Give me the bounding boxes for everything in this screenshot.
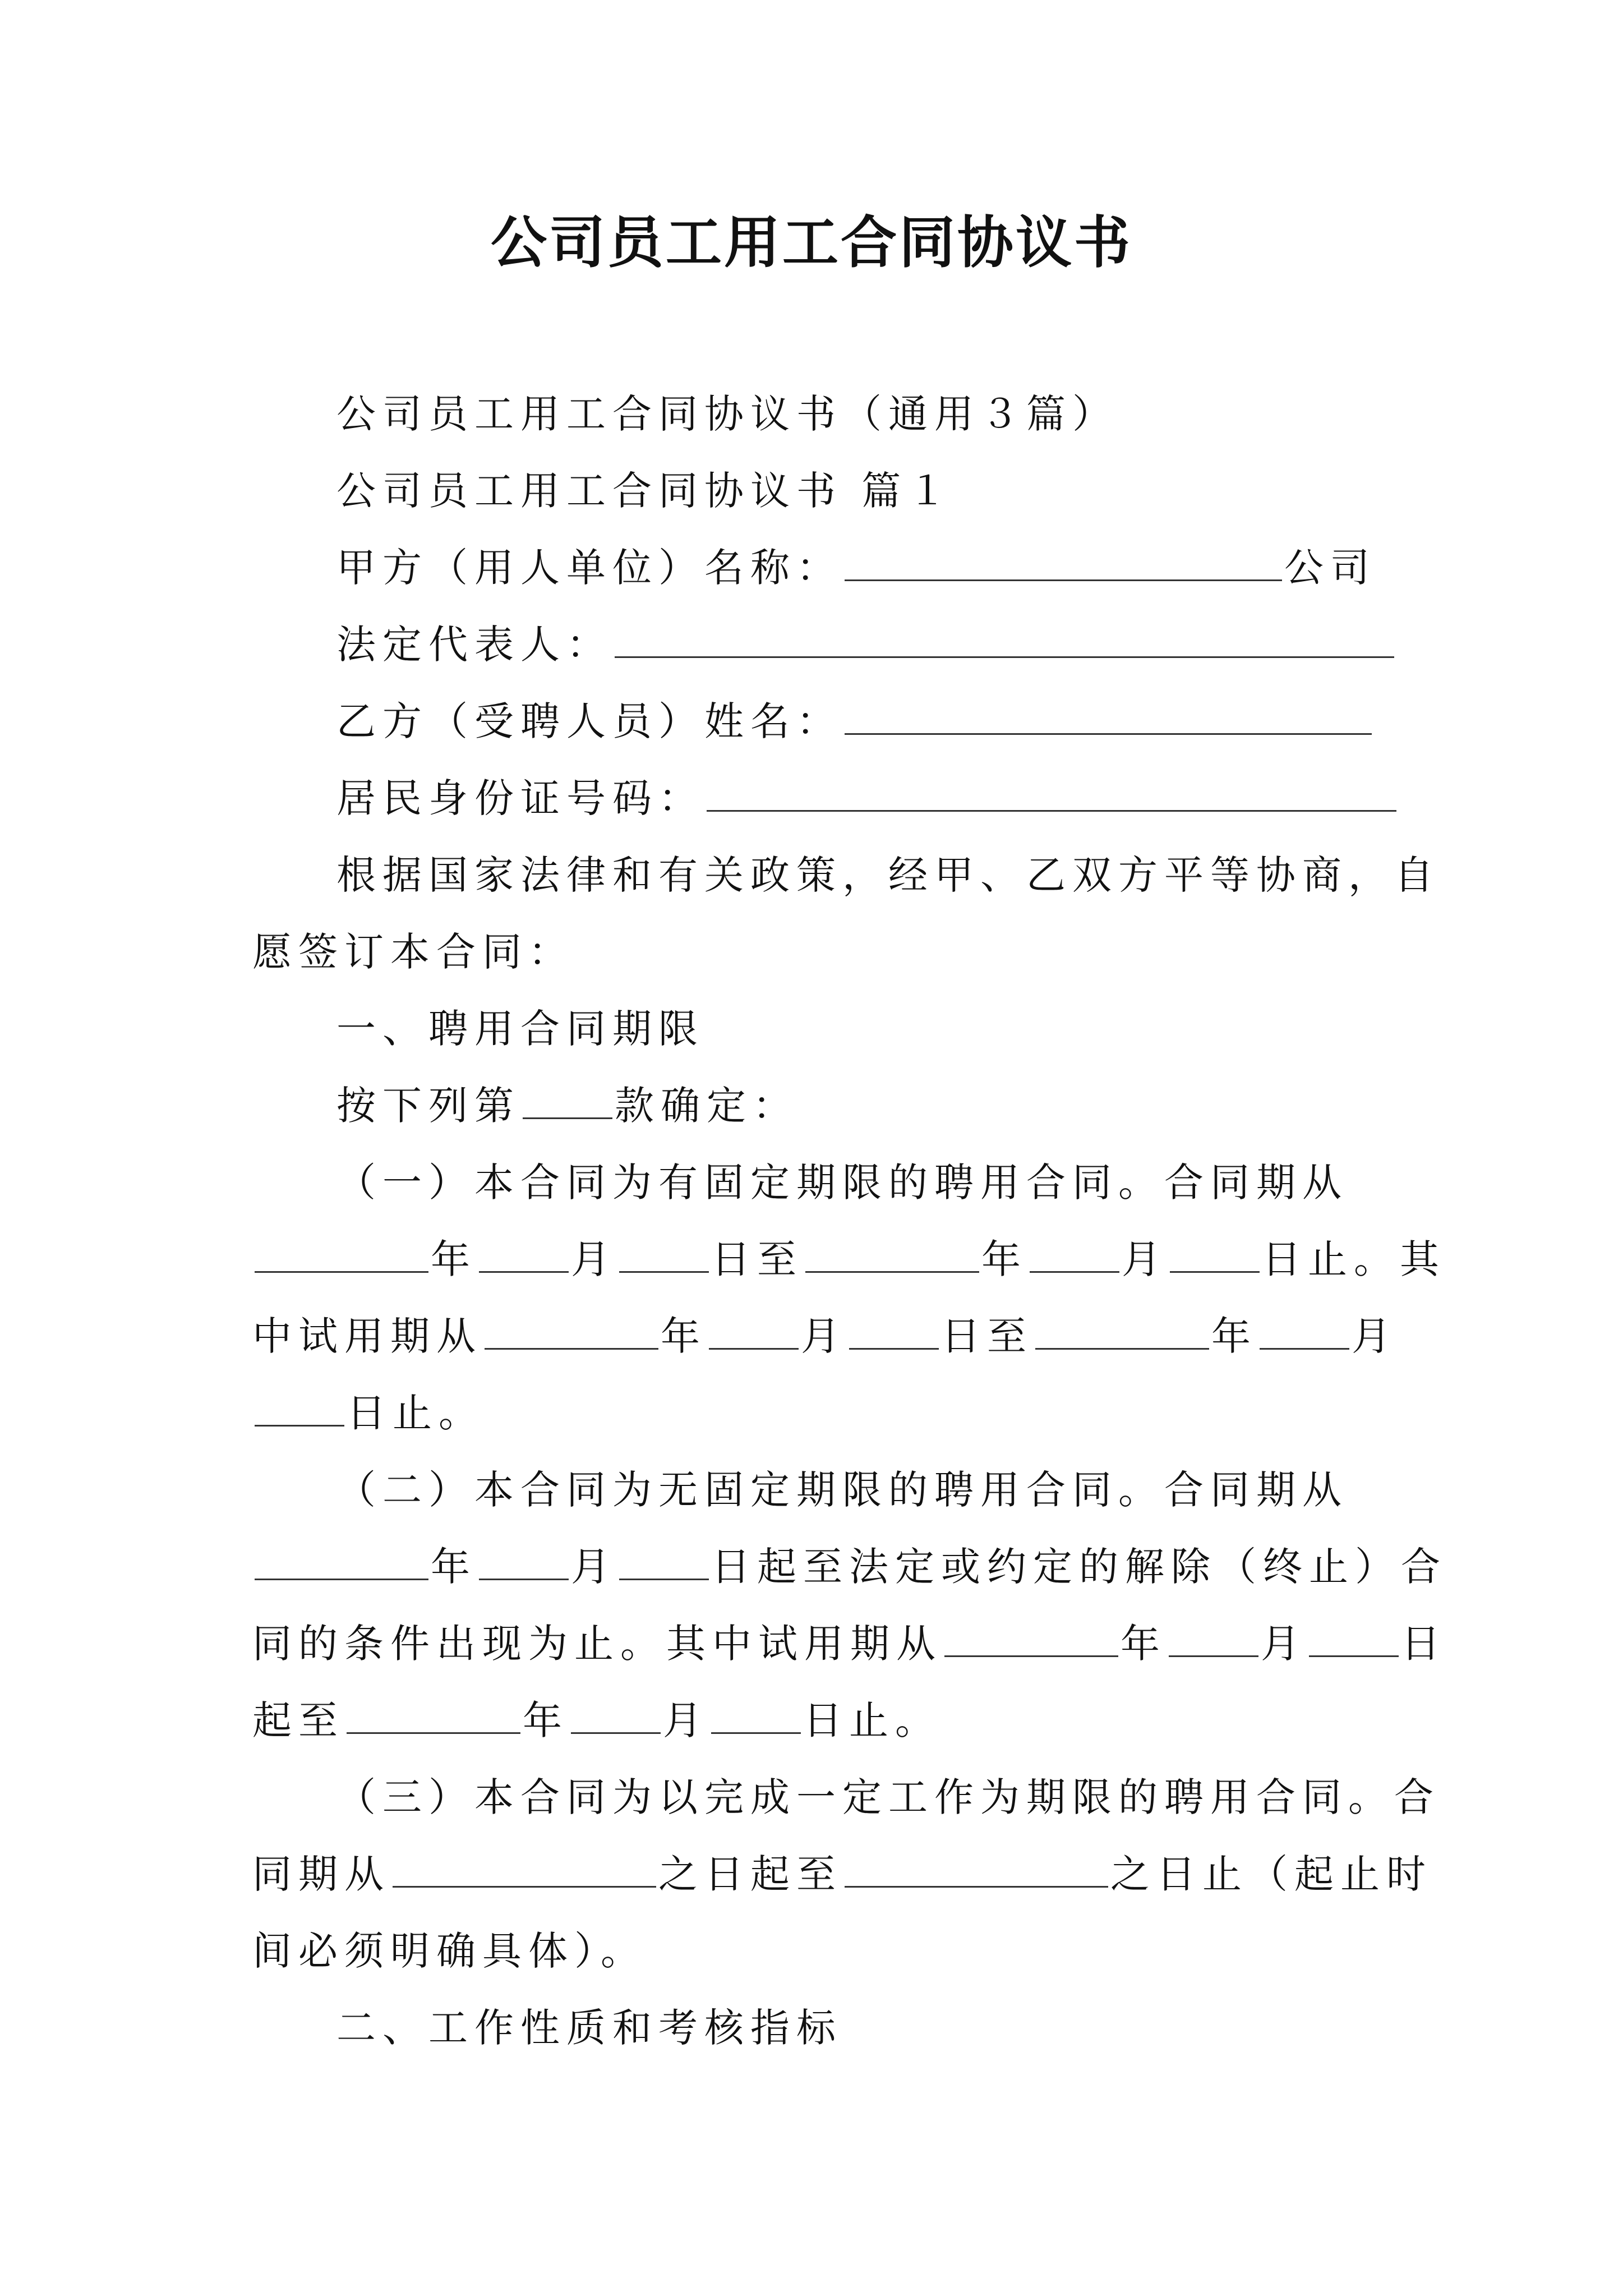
document-subtitle: 公司员工用工合同协议书（通用３篇） <box>336 391 1118 437</box>
clause2-intro: （二）本合同为无固定期限的聘用合同。合同期从 <box>336 1467 1348 1513</box>
clause2-start-day-blank[interactable] <box>619 1546 709 1580</box>
preamble-line1: 根据国家法律和有关政策，经甲、乙双方平等协商，自 <box>336 852 1440 898</box>
clause3-note: 间必须明确具体）。 <box>252 1928 647 1974</box>
clause2-start-month-blank[interactable] <box>479 1546 569 1580</box>
year-label: 年 <box>431 1544 477 1590</box>
clause3-end-label: 之日止（起止时 <box>1110 1851 1432 1897</box>
legal-rep-line <box>336 616 1396 673</box>
clause2-start-year-blank[interactable] <box>255 1546 428 1580</box>
from-to-label: 起至 <box>252 1697 344 1743</box>
month-label: 月 <box>663 1697 709 1743</box>
clause1-dates-line <box>252 1231 1446 1287</box>
day-to-label: 日至 <box>941 1313 1033 1359</box>
clause3-intro: （三）本合同为以完成一定工作为期限的聘用合同。合 <box>336 1774 1440 1820</box>
clause2-start-text: 日起至法定或约定的解除（终止）合 <box>711 1544 1447 1590</box>
clause1-start-year-blank[interactable] <box>255 1239 428 1273</box>
article-heading: 公司员工用工合同协议书 篇１ <box>336 468 954 514</box>
clause3-start-blank[interactable] <box>393 1853 656 1888</box>
clause1-start-day-blank[interactable] <box>619 1239 709 1273</box>
clause1-trial-line <box>252 1308 1398 1364</box>
clause1-trial-end-year-blank[interactable] <box>1035 1315 1209 1350</box>
year-label: 年 <box>1121 1621 1166 1667</box>
day-end-label: 日止。其 <box>1262 1236 1446 1282</box>
party-b-line <box>336 693 1374 749</box>
section2-heading: 二、工作性质和考核指标 <box>336 2005 842 2051</box>
clause2-trial-end-day-blank[interactable] <box>711 1700 801 1734</box>
clause1-end-month-blank[interactable] <box>1030 1239 1119 1273</box>
clause2-trial-start-month-blank[interactable] <box>1169 1623 1258 1657</box>
party-a-label: 甲方（用人单位）名称： <box>336 545 842 591</box>
year-label: 年 <box>523 1697 569 1743</box>
clause1-start-month-blank[interactable] <box>479 1239 569 1273</box>
clause1-intro: （一）本合同为有固定期限的聘用合同。合同期从 <box>336 1159 1348 1205</box>
id-number-line <box>336 770 1399 826</box>
month-label: 月 <box>571 1236 617 1282</box>
term-choice-blank[interactable] <box>523 1085 612 1119</box>
clause1-trial-start-day-blank[interactable] <box>849 1315 939 1350</box>
year-label: 年 <box>1211 1313 1257 1359</box>
clause2-trial-end-line <box>252 1692 941 1749</box>
document-title: 公司员工用工合同协议书 <box>491 209 1132 275</box>
term-choice-suffix: 款确定： <box>615 1083 799 1129</box>
year-label: 年 <box>431 1236 477 1282</box>
id-number-label: 居民身份证号码： <box>336 775 704 821</box>
day-to-label: 日至 <box>711 1236 803 1282</box>
clause2-trial-line <box>252 1616 1447 1672</box>
party-a-line <box>336 540 1376 596</box>
clause1-trial-end-month-blank[interactable] <box>1260 1315 1349 1350</box>
clause3-mid-label: 之日起至 <box>658 1851 842 1897</box>
party-a-suffix: 公司 <box>1284 545 1376 591</box>
party-b-label: 乙方（受聘人员）姓名： <box>336 698 842 744</box>
clause1-end-year-blank[interactable] <box>805 1239 979 1273</box>
legal-rep-blank[interactable] <box>615 624 1394 658</box>
clause2-trial-end-year-blank[interactable] <box>347 1700 520 1734</box>
party-b-name-blank[interactable] <box>845 701 1372 735</box>
month-label: 月 <box>571 1544 617 1590</box>
clause1-trial-start-year-blank[interactable] <box>485 1315 658 1350</box>
clause2-trial-start-day-blank[interactable] <box>1309 1623 1399 1657</box>
legal-rep-label: 法定代表人： <box>336 622 612 668</box>
clause1-trial-end-line <box>252 1385 485 1441</box>
party-a-name-blank[interactable] <box>845 547 1282 581</box>
clause3-start-label: 同期从 <box>252 1851 390 1897</box>
month-label: 月 <box>1352 1313 1398 1359</box>
term-choice-line <box>336 1078 799 1134</box>
section1-heading: 一、聘用合同期限 <box>336 1006 704 1052</box>
clause1-trial-end-day-blank[interactable] <box>255 1392 344 1427</box>
month-label: 月 <box>1261 1621 1307 1667</box>
year-label: 年 <box>661 1313 707 1359</box>
day-end-label: 日止。 <box>803 1697 941 1743</box>
month-label: 月 <box>1122 1236 1168 1282</box>
year-label: 年 <box>981 1236 1027 1282</box>
clause2-trial-end-month-blank[interactable] <box>571 1700 661 1734</box>
month-label: 月 <box>801 1313 847 1359</box>
day-end-label: 日止。 <box>347 1390 485 1436</box>
id-number-blank[interactable] <box>707 777 1396 812</box>
trial-start-label: 中试用期从 <box>252 1313 482 1359</box>
clause1-end-day-blank[interactable] <box>1170 1239 1260 1273</box>
day-label: 日 <box>1401 1621 1447 1667</box>
preamble-line2: 愿签订本合同： <box>252 929 574 975</box>
clause2-trial-start-year-blank[interactable] <box>944 1623 1118 1657</box>
clause2-trial-text: 同的条件出现为止。其中试用期从 <box>252 1621 942 1667</box>
clause3-dates-line <box>252 1846 1432 1902</box>
clause2-dates-line <box>252 1539 1447 1595</box>
clause3-end-blank[interactable] <box>845 1853 1108 1888</box>
term-choice-prefix: 按下列第 <box>336 1083 520 1129</box>
clause1-trial-start-month-blank[interactable] <box>709 1315 799 1350</box>
